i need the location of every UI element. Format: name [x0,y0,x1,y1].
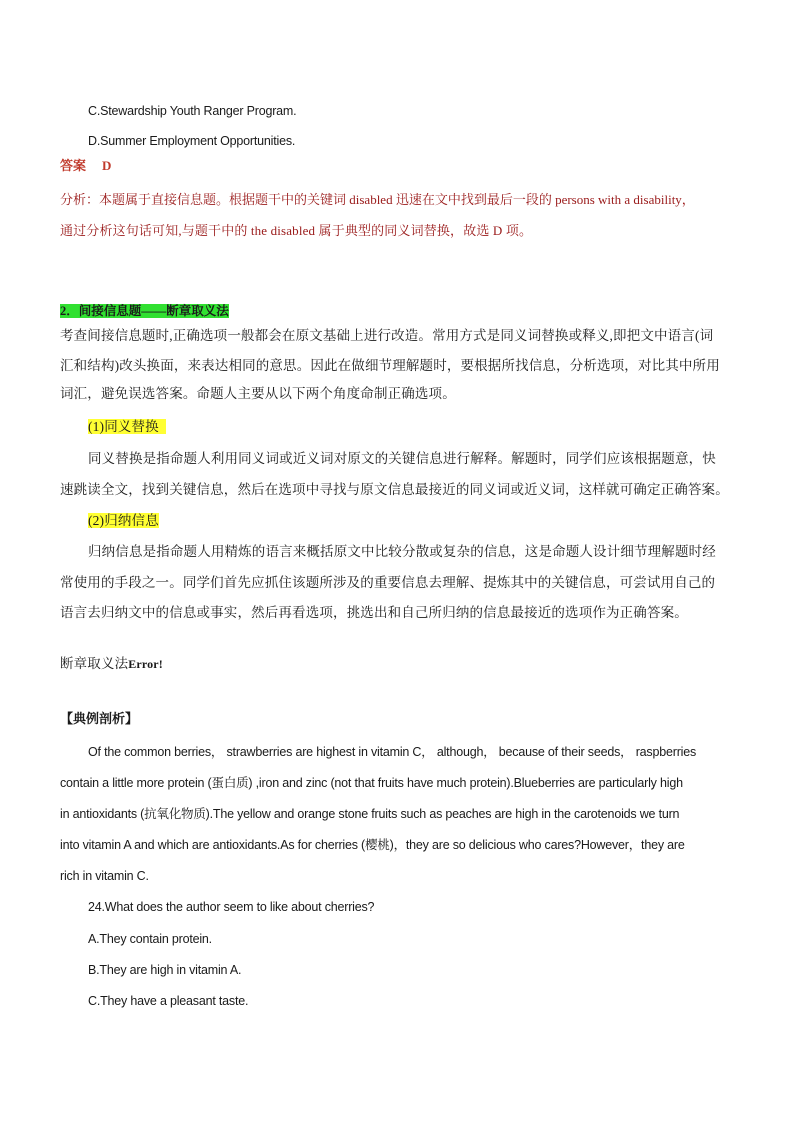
example-heading: 【典例剖析】 [60,711,139,726]
option-d: D.Summer Employment Opportunities. [88,134,296,148]
option-c: C.Stewardship Youth Ranger Program. [88,104,297,118]
section-heading [60,302,229,320]
analysis-line-2: 通过分析这句话可知,与题干中的 the disabled 属于典型的同义词替换，故选 D 项。 [60,223,533,238]
answer-label: 答案 [60,158,87,173]
intro-line-2: 汇和结构)改头换面，来表达相同的意思。因此在做细节理解题时，要根据所找信息，分析选项，对比其中所用 [60,358,720,373]
sub2-line-3: 语言去归纳文中的信息或事实，然后再看选项，挑选出和自己所归纳的信息最接近的选项作为正确答案。 [60,605,688,620]
intro-line-1: 考查间接信息题时,正确选项一般都会在原文基础上进行改造。常用方式是同义词替换或释义,即把文中语言(词 [60,328,714,343]
passage-line-2: contain a little more protein (蛋白质) ,iron and zinc (not that fruits have much protein).Blueberries are particularly high [60,776,683,790]
answer-value: D [102,158,112,173]
passage-line-4: into vitamin A and which are antioxidants.As for cherries (樱桃)，they are so delicious who cares?However，they are [60,838,685,852]
answer-line [60,157,111,175]
question-24: 24.What does the author seem to like about cherries? [88,900,375,914]
section-heading-text: 2．间接信息题——断章取义法 [60,304,229,318]
question-option-a: A.They contain protein. [88,932,212,946]
passage-line-1: Of the common berries， strawberries are highest in vitamin C， although， because of their seeds， raspberries [88,745,697,759]
error-line [60,655,163,673]
sub2-title-text: (2)归纳信息 [88,513,159,528]
error-line-text: 断章取义法 [60,656,129,671]
passage-line-3: in antioxidants (抗氧化物质).The yellow and orange stone fruits such as peaches are high in the carotenoids we turn [60,807,680,821]
analysis-line-1: 分析：本题属于直接信息题。根据题干中的关键词 disabled 迅速在文中找到最后一段的 persons with a disability， [60,192,695,207]
sub2-title [88,512,159,530]
intro-line-3: 词汇，避免误选答案。命题人主要从以下两个角度命制正确选项。 [60,386,456,401]
question-option-c: C.They have a pleasant taste. [88,994,249,1008]
passage-line-5: rich in vitamin C. [60,869,149,883]
sub1-title [88,418,166,436]
sub2-line-2: 常使用的手段之一。同学们首先应抓住该题所涉及的重要信息去理解、提炼其中的关键信息，可尝试用自己的 [60,575,716,590]
sub2-line-1: 归纳信息是指命题人用精炼的语言来概括原文中比较分散或复杂的信息，这是命题人设计细节理解题时经 [88,544,716,559]
question-option-b: B.They are high in vitamin A. [88,963,242,977]
sub1-line-2: 速跳读全文，找到关键信息，然后在选项中寻找与原文信息最接近的同义词或近义词，这样就可确定正确答案。 [60,482,729,497]
sub1-title-text: (1)同义替换 [88,419,159,434]
error-marker: Error! [128,657,163,671]
sub1-line-1: 同义替换是指命题人利用同义词或近义词对原文的关键信息进行解释。解题时，同学们应该根据题意，快 [88,451,716,466]
